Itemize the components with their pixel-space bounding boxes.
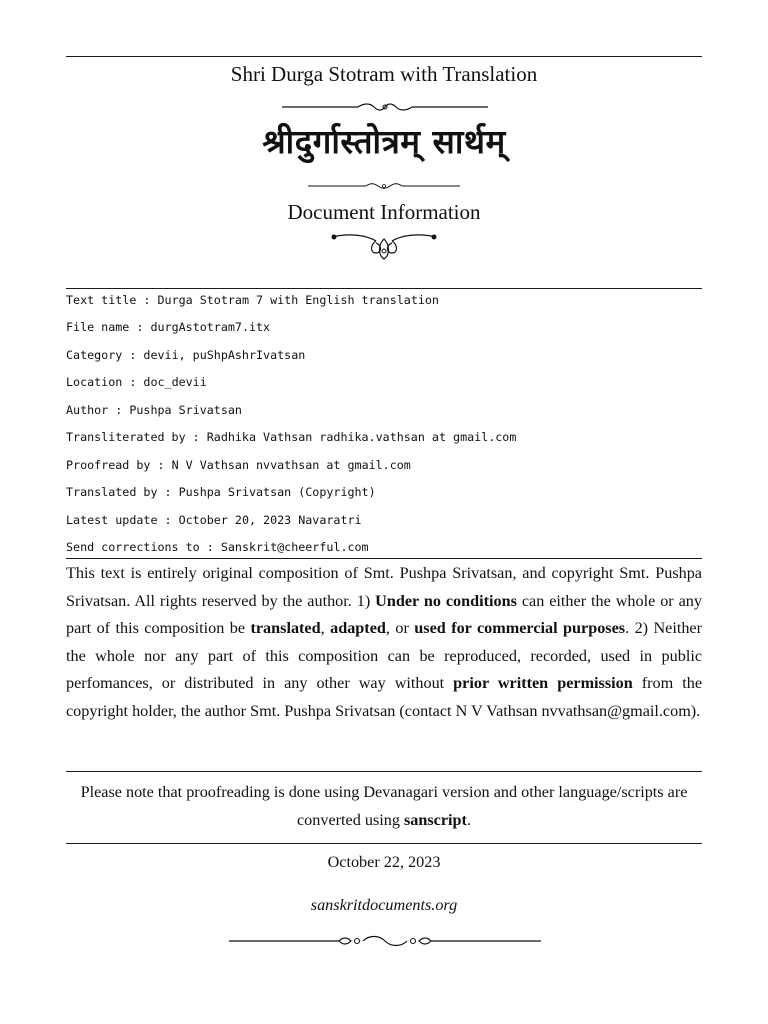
website-link[interactable]: sanskritdocuments.org xyxy=(310,896,458,914)
scroll-ornament-icon xyxy=(330,227,438,261)
meta-transliterated-by: Transliterated by : Radhika Vathsan radhika.vathsan at gmail.com xyxy=(66,430,517,444)
meta-latest-update: Latest update : October 20, 2023 Navaratri xyxy=(66,513,362,527)
metadata-bottom-rule xyxy=(66,558,702,559)
publication-date: October 22, 2023 xyxy=(327,853,441,871)
meta-author: Author : Pushpa Srivatsan xyxy=(66,403,242,417)
meta-category: Category : devii, puShpAshrIvatsan xyxy=(66,348,306,362)
note-bottom-rule xyxy=(66,843,702,844)
footer-flourish-icon xyxy=(229,934,541,948)
top-rule xyxy=(66,56,702,57)
meta-send-corrections: Send corrections to : Sanskrit@cheerful.com xyxy=(66,540,369,554)
meta-text-title: Text title : Durga Stotram 7 with English translation xyxy=(66,293,439,307)
metadata-top-rule xyxy=(66,288,702,289)
copyright-paragraph: This text is entirely original composition of Smt. Pushpa Srivatsan, and copyright Smt. Pushpa Srivatsan. All rights reserved by the author. 1) Under no conditions can either the whole or any part of this composition be translated, adapted, or used for commercial purposes. 2) Neither the whole nor any part of this composition can be reproduced, recorded, used in public perfomances, or distributed in any other way without prior written permission from the copyright holder, the author Smt. Pushpa Srivatsan (contact N V Vathsan nvvathsan@gmail.com). xyxy=(66,564,703,720)
small-flourish-icon xyxy=(308,180,460,192)
document-title: Shri Durga Stotram with Translation xyxy=(230,62,538,86)
meta-proofread-by: Proofread by : N V Vathsan nvvathsan at gmail.com xyxy=(66,458,411,472)
proofreading-note: Please note that proofreading is done using Devanagari version and other language/scripts are converted using sanscript. xyxy=(80,783,688,829)
devanagari-title: श्रीदुर्गास्तोत्रम् सार्थम् xyxy=(262,122,506,161)
flourish-ornament-icon xyxy=(282,100,488,114)
meta-translated-by: Translated by : Pushpa Srivatsan (Copyright) xyxy=(66,485,376,499)
meta-file-name: File name : durgAstotram7.itx xyxy=(66,320,271,334)
meta-location: Location : doc_devii xyxy=(66,375,207,389)
section-heading: Document Information xyxy=(287,200,481,224)
note-top-rule xyxy=(66,771,702,772)
